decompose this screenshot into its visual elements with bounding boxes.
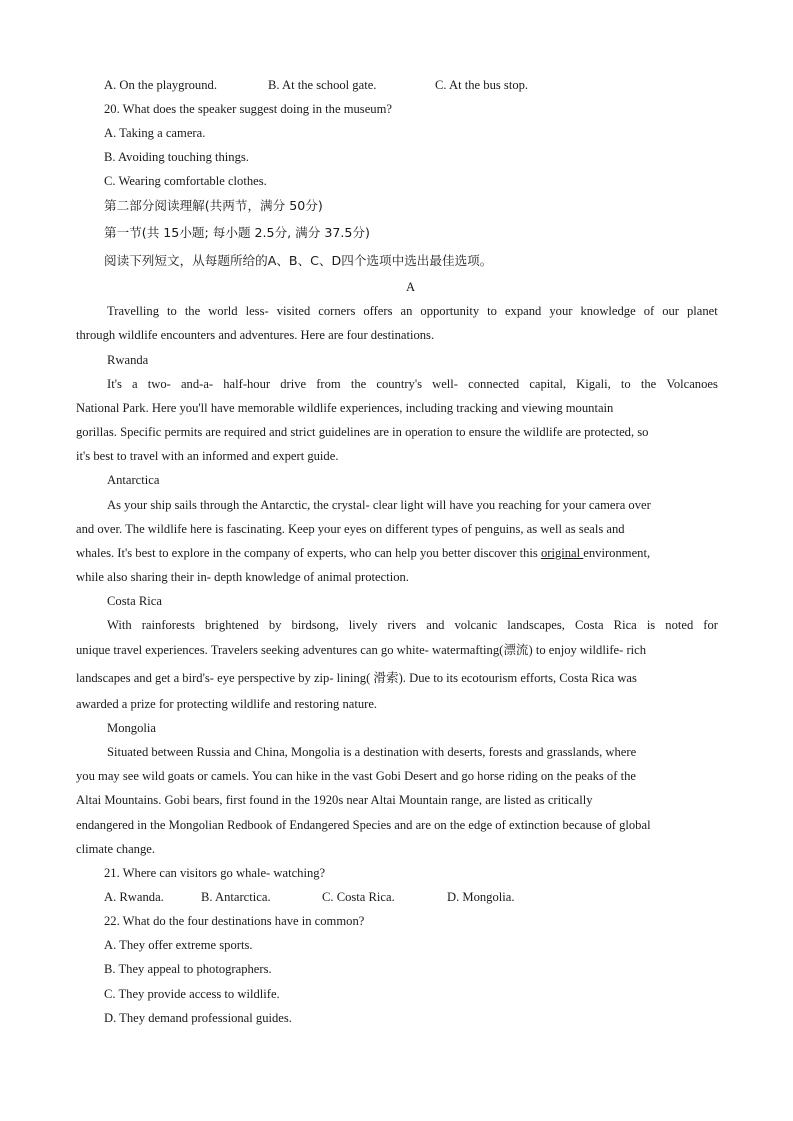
heading-antarctica: Antarctica [107, 473, 160, 487]
word: and [426, 618, 445, 632]
word: and-a- [180, 377, 214, 391]
q21-option-b: B. Antarctica. [201, 890, 271, 904]
word: corners [318, 304, 356, 318]
mongolia-line-4: endangered in the Mongolian Redbook of Endangered Species and are on the edge of extinction because of global [76, 818, 651, 832]
word: noted [665, 618, 694, 632]
word: an [400, 304, 413, 318]
passage-label: A [406, 280, 416, 294]
q21-option-d: D. Mongolia. [447, 890, 515, 904]
instructions: 阅读下列短文，从每题所给的A、B、C、D四个选项中选出最佳选项。 [104, 253, 493, 268]
word: rainforests [141, 618, 195, 632]
word: drive [280, 377, 307, 391]
q22-option-c: C. They provide access to wildlife. [104, 987, 280, 1001]
costarica-line-2: unique travel experiences. Travelers seeking adventures can go white- watermafting(漂流) to enjoy wildlife- rich [76, 643, 647, 657]
word: the [640, 377, 657, 391]
heading-mongolia: Mongolia [107, 721, 156, 735]
word: visited [276, 304, 311, 318]
mongolia-line-2: you may see wild goats or camels. You can hike in the vast Gobi Desert and go horse riding on the peaks of the [76, 769, 636, 783]
q22-option-a: A. They offer extreme sports. [104, 938, 253, 952]
heading-rwanda: Rwanda [107, 353, 149, 367]
word: connected [468, 377, 520, 391]
heading-costa-rica: Costa Rica [107, 594, 162, 608]
word: a [132, 377, 138, 391]
rwanda-line-4: it's best to travel with an informed and expert guide. [76, 449, 339, 463]
word: capital, [529, 377, 567, 391]
word: planet [687, 304, 718, 318]
word: to [167, 304, 177, 318]
word: landscapes, [507, 618, 565, 632]
word: the [184, 304, 201, 318]
word: It's [107, 377, 122, 391]
word: lively [348, 618, 378, 632]
passage-intro-line-2: through wildlife encounters and adventures. Here are four destinations. [76, 328, 435, 342]
word: to [487, 304, 497, 318]
word: for [703, 618, 718, 632]
word: volcanic [454, 618, 498, 632]
line-text: whales. It's best to explore in the company of experts, who can help you better discover this [76, 546, 541, 560]
word: Kigali, [576, 377, 611, 391]
q20-option-c: C. Wearing comfortable clothes. [104, 174, 267, 188]
word: by [268, 618, 282, 632]
part-two-heading: 第二部分阅读理解(共两节，满分 50分) [104, 198, 323, 213]
mongolia-line-1: Situated between Russia and China, Mongolia is a destination with deserts, forests and grasslands, where [107, 745, 637, 759]
q21-option-a: A. Rwanda. [104, 890, 164, 904]
antarctica-line-3 [76, 545, 650, 561]
mongolia-line-3: Altai Mountains. Gobi bears, first found in the 1920s near Altai Mountain range, are listed as critically [76, 793, 593, 807]
mongolia-line-5: climate change. [76, 842, 156, 856]
q20-option-b: B. Avoiding touching things. [104, 150, 249, 164]
rwanda-line-1 [107, 376, 718, 392]
word: from [316, 377, 341, 391]
q19-option-a: A. On the playground. [104, 78, 217, 92]
word: half-hour [223, 377, 271, 391]
rwanda-line-2: National Park. Here you'll have memorable wildlife experiences, including tracking and viewing mountain [76, 401, 614, 415]
antarctica-line-4: while also sharing their in- depth knowledge of animal protection. [76, 570, 409, 584]
word: knowledge [580, 304, 636, 318]
q22-option-d: D. They demand professional guides. [104, 1011, 292, 1025]
word: Rica [613, 618, 637, 632]
q22-stem: 22. What do the four destinations have in common? [104, 914, 365, 928]
word: well- [432, 377, 459, 391]
word: offers [363, 304, 393, 318]
word: the [350, 377, 367, 391]
word: our [662, 304, 679, 318]
word: less- [245, 304, 269, 318]
word: brightened [204, 618, 259, 632]
word: rivers [387, 618, 417, 632]
antarctica-line-2: and over. The wildlife here is fascinating. Keep your eyes on different types of penguins, as well as seals and [76, 522, 625, 536]
word: expand [504, 304, 542, 318]
q21-option-c: C. Costa Rica. [322, 890, 395, 904]
costarica-line-1 [107, 617, 718, 633]
section-one-heading: 第一节(共 15小题; 每小题 2.5分, 满分 37.5分) [104, 225, 370, 240]
word: Volcanoes [666, 377, 718, 391]
word: to [620, 377, 631, 391]
underlined-word-original: original [540, 546, 584, 560]
rwanda-line-3: gorillas. Specific permits are required and strict guidelines are in operation to ensure the wildlife are protected, so [76, 425, 649, 439]
costarica-line-3: landscapes and get a bird's- eye perspective by zip- lining( 滑索). Due to its ecotourism efforts, Costa Rica was [76, 671, 637, 685]
antarctica-line-1: As your ship sails through the Antarctic, the crystal- clear light will have you reaching for your camera over [107, 498, 651, 512]
word: world [208, 304, 238, 318]
word: country's [376, 377, 422, 391]
q20-stem: 20. What does the speaker suggest doing in the museum? [104, 102, 392, 116]
line-text: environment, [583, 546, 651, 560]
word: Costa [574, 618, 604, 632]
word: your [549, 304, 573, 318]
word: of [643, 304, 655, 318]
q19-option-c: C. At the bus stop. [435, 78, 529, 92]
word: With [107, 618, 132, 632]
passage-intro-line-1 [107, 303, 718, 319]
word: opportunity [420, 304, 480, 318]
word: two- [147, 377, 171, 391]
q19-option-b: B. At the school gate. [268, 78, 377, 92]
word: is [646, 618, 656, 632]
word: birdsong, [291, 618, 339, 632]
word: Travelling [107, 304, 160, 318]
q21-stem: 21. Where can visitors go whale- watching? [104, 866, 326, 880]
q20-option-a: A. Taking a camera. [104, 126, 206, 140]
costarica-line-4: awarded a prize for protecting wildlife and restoring nature. [76, 697, 378, 711]
q22-option-b: B. They appeal to photographers. [104, 962, 272, 976]
